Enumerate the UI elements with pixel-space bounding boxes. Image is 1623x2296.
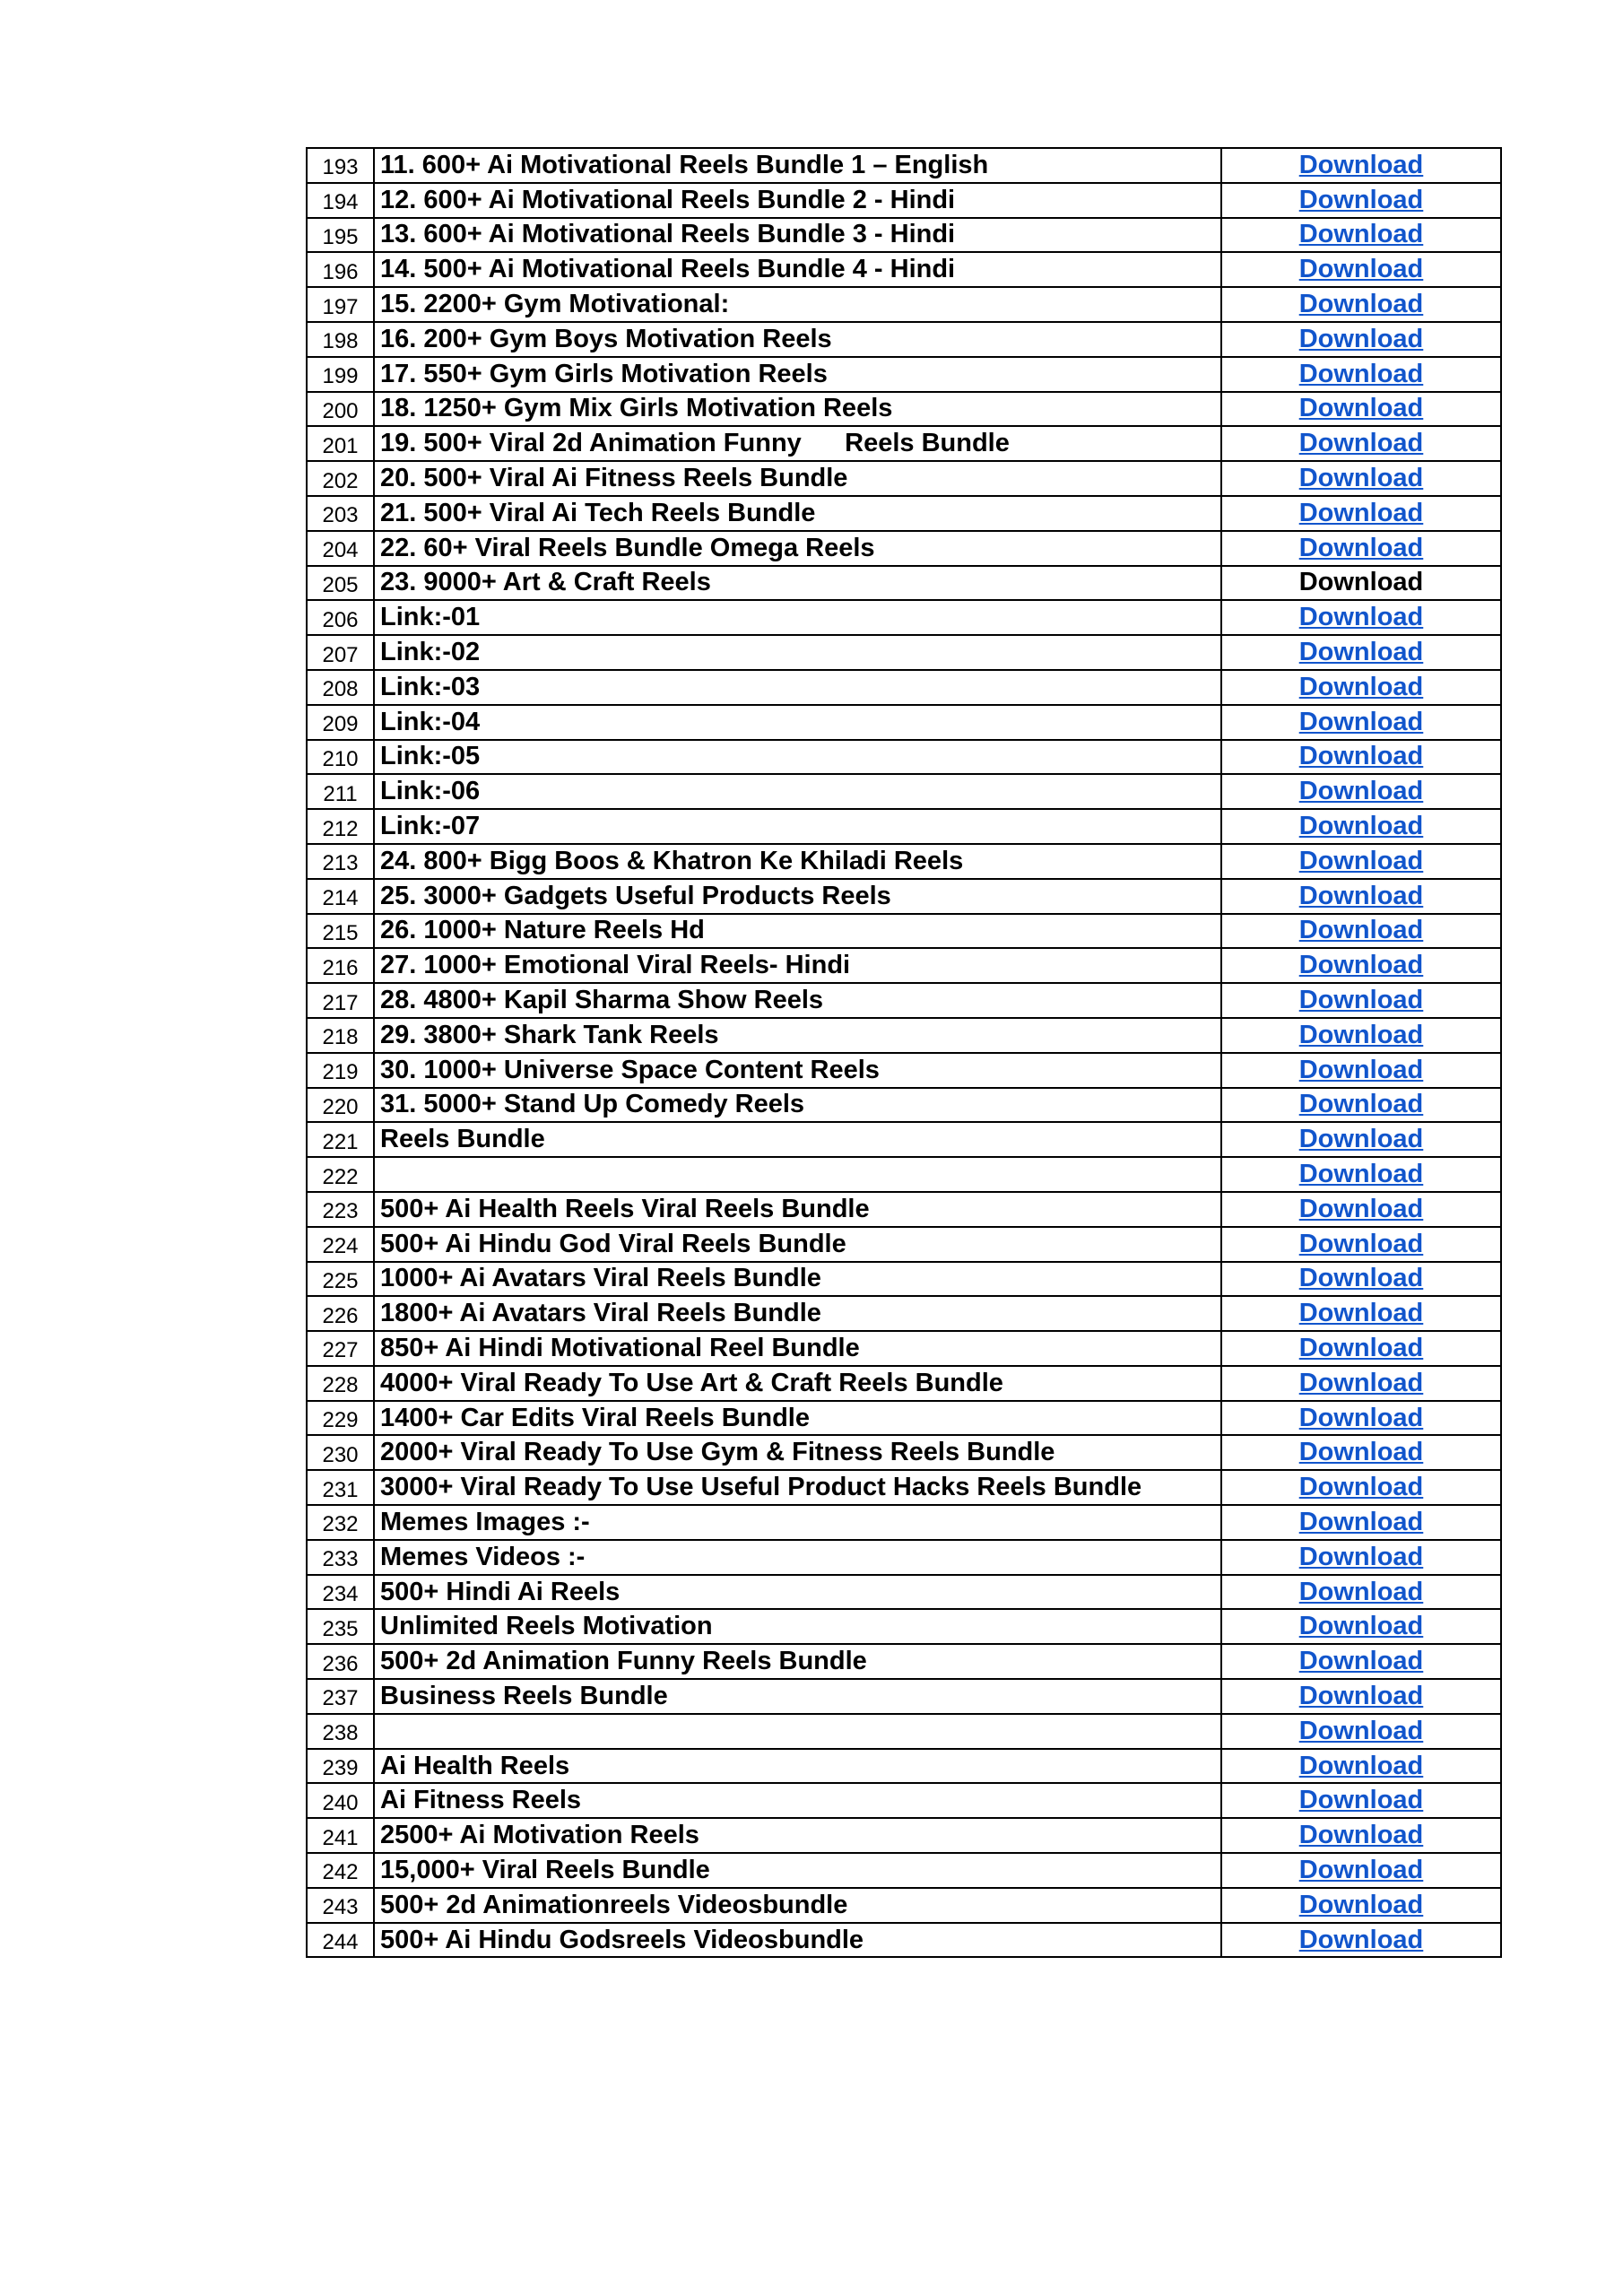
row-number: 226 xyxy=(307,1296,374,1331)
table-row xyxy=(307,879,1501,914)
table-row xyxy=(307,287,1501,322)
row-number: 228 xyxy=(307,1366,374,1401)
item-title: 22. 60+ Viral Reels Bundle Omega Reels xyxy=(374,531,1221,566)
download-link[interactable]: Download xyxy=(1298,150,1424,179)
download-cell xyxy=(1221,1644,1501,1679)
download-cell xyxy=(1221,1470,1501,1505)
download-cell xyxy=(1221,1888,1501,1923)
table-row xyxy=(307,218,1501,253)
download-link[interactable]: Download xyxy=(1298,394,1424,423)
table-row xyxy=(307,809,1501,844)
download-cell xyxy=(1221,948,1501,983)
download-link[interactable]: Download xyxy=(1298,185,1424,214)
row-number: 204 xyxy=(307,531,374,566)
download-cell xyxy=(1221,1853,1501,1888)
download-cell xyxy=(1221,1157,1501,1192)
table-row xyxy=(307,1157,1501,1192)
table-row xyxy=(307,1888,1501,1923)
download-cell xyxy=(1221,1818,1501,1853)
row-number: 242 xyxy=(307,1853,374,1888)
table-row xyxy=(307,531,1501,566)
download-link[interactable]: Download xyxy=(1298,1299,1424,1328)
item-title: Link:-03 xyxy=(374,670,1221,705)
row-number: 196 xyxy=(307,252,374,287)
item-title xyxy=(374,1157,1221,1192)
download-link[interactable]: Download xyxy=(1298,1925,1424,1954)
table-row xyxy=(307,183,1501,218)
download-link[interactable]: Download xyxy=(1298,812,1424,841)
item-title: Ai Fitness Reels xyxy=(374,1783,1221,1818)
table-row xyxy=(307,426,1501,461)
row-number: 208 xyxy=(307,670,374,705)
download-cell xyxy=(1221,844,1501,879)
item-title: 26. 1000+ Nature Reels Hd xyxy=(374,914,1221,949)
download-link[interactable]: Download xyxy=(1298,707,1424,736)
download-cell xyxy=(1221,740,1501,775)
item-title: Link:-07 xyxy=(374,809,1221,844)
table-row xyxy=(307,392,1501,427)
download-link[interactable]: Download xyxy=(1298,1090,1424,1119)
download-link[interactable]: Download xyxy=(1298,1751,1424,1780)
item-title: Memes Images :- xyxy=(374,1505,1221,1540)
table-row xyxy=(307,600,1501,635)
table-row xyxy=(307,1575,1501,1610)
download-link[interactable]: Download xyxy=(1298,916,1424,945)
table-body xyxy=(307,148,1501,1957)
row-number: 200 xyxy=(307,392,374,427)
download-cell xyxy=(1221,1783,1501,1818)
item-title: 4000+ Viral Ready To Use Art & Craft Reels Bundle xyxy=(374,1366,1221,1401)
download-cell xyxy=(1221,1192,1501,1227)
download-link[interactable]: Download xyxy=(1298,429,1424,458)
row-number: 236 xyxy=(307,1644,374,1679)
download-link[interactable]: Download xyxy=(1298,464,1424,493)
table-row xyxy=(307,670,1501,705)
table-row xyxy=(307,983,1501,1018)
download-link[interactable]: Download xyxy=(1298,638,1424,667)
download-link[interactable]: Download xyxy=(1298,324,1424,353)
table-row xyxy=(307,357,1501,392)
download-link[interactable]: Download xyxy=(1298,742,1424,771)
table-row xyxy=(307,1749,1501,1784)
download-link[interactable]: Download xyxy=(1298,1890,1424,1919)
item-title: 500+ Ai Health Reels Viral Reels Bundle xyxy=(374,1192,1221,1227)
download-link[interactable]: Download xyxy=(1298,498,1424,527)
download-cell xyxy=(1221,879,1501,914)
row-number: 222 xyxy=(307,1157,374,1192)
row-number: 203 xyxy=(307,496,374,531)
download-cell xyxy=(1221,426,1501,461)
item-title: 31. 5000+ Stand Up Comedy Reels xyxy=(374,1088,1221,1123)
download-link[interactable]: Download xyxy=(1298,1647,1424,1676)
table-row xyxy=(307,948,1501,983)
item-title: 23. 9000+ Art & Craft Reels xyxy=(374,566,1221,601)
download-cell xyxy=(1221,357,1501,392)
row-number: 229 xyxy=(307,1401,374,1436)
item-title: 11. 600+ Ai Motivational Reels Bundle 1 – English xyxy=(374,148,1221,183)
table-row xyxy=(307,461,1501,496)
download-cell xyxy=(1221,322,1501,357)
table-row xyxy=(307,1296,1501,1331)
table-row xyxy=(307,1505,1501,1540)
download-link[interactable]: Download xyxy=(1298,951,1424,980)
download-link[interactable]: Download xyxy=(1298,255,1424,284)
item-title xyxy=(374,1714,1221,1749)
item-title: 12. 600+ Ai Motivational Reels Bundle 2 - Hindi xyxy=(374,183,1221,218)
row-number: 210 xyxy=(307,740,374,775)
table-row xyxy=(307,1192,1501,1227)
download-link[interactable]: Download xyxy=(1298,533,1424,562)
download-cell xyxy=(1221,1923,1501,1958)
item-title: 29. 3800+ Shark Tank Reels xyxy=(374,1018,1221,1053)
row-number: 205 xyxy=(307,566,374,601)
item-title: Link:-06 xyxy=(374,774,1221,809)
row-number: 194 xyxy=(307,183,374,218)
download-link[interactable]: Download xyxy=(1298,777,1424,806)
row-number: 207 xyxy=(307,635,374,670)
item-title: Link:-05 xyxy=(374,740,1221,775)
row-number: 224 xyxy=(307,1227,374,1262)
table-row xyxy=(307,1783,1501,1818)
download-link[interactable]: Download xyxy=(1298,1473,1424,1502)
item-title: 17. 550+ Gym Girls Motivation Reels xyxy=(374,357,1221,392)
download-cell xyxy=(1221,670,1501,705)
row-number: 213 xyxy=(307,844,374,879)
table-row xyxy=(307,1679,1501,1714)
item-title: 500+ Ai Hindu God Viral Reels Bundle xyxy=(374,1227,1221,1262)
download-cell xyxy=(1221,1435,1501,1470)
row-number: 214 xyxy=(307,879,374,914)
download-link[interactable]: Download xyxy=(1298,1194,1424,1223)
download-cell xyxy=(1221,635,1501,670)
row-number: 195 xyxy=(307,218,374,253)
download-link[interactable]: Download xyxy=(1298,1264,1424,1293)
download-link[interactable]: Download xyxy=(1298,1055,1424,1084)
download-link[interactable]: Download xyxy=(1298,1786,1424,1815)
row-number: 235 xyxy=(307,1609,374,1644)
table-row xyxy=(307,774,1501,809)
table-row xyxy=(307,1227,1501,1262)
table-row xyxy=(307,148,1501,183)
download-link[interactable]: Download xyxy=(1298,881,1424,910)
row-number: 215 xyxy=(307,914,374,949)
row-number: 234 xyxy=(307,1575,374,1610)
row-number: 238 xyxy=(307,1714,374,1749)
download-link[interactable]: Download xyxy=(1298,220,1424,249)
download-cell xyxy=(1221,1609,1501,1644)
table-row xyxy=(307,1644,1501,1679)
item-title: 500+ Hindi Ai Reels xyxy=(374,1575,1221,1610)
download-link[interactable]: Download xyxy=(1298,1681,1424,1710)
item-title: 15,000+ Viral Reels Bundle xyxy=(374,1853,1221,1888)
item-title: 14. 500+ Ai Motivational Reels Bundle 4 - Hindi xyxy=(374,252,1221,287)
row-number: 244 xyxy=(307,1923,374,1958)
download-link[interactable]: Download xyxy=(1298,846,1424,875)
item-title: 3000+ Viral Ready To Use Useful Product Hacks Reels Bundle xyxy=(374,1470,1221,1505)
download-cell xyxy=(1221,705,1501,740)
download-cell xyxy=(1221,983,1501,1018)
row-number: 227 xyxy=(307,1331,374,1366)
item-title: 500+ 2d Animation Funny Reels Bundle xyxy=(374,1644,1221,1679)
download-link[interactable]: Download xyxy=(1298,1125,1424,1154)
table-row xyxy=(307,1401,1501,1436)
download-cell xyxy=(1221,1679,1501,1714)
row-number: 219 xyxy=(307,1053,374,1088)
item-title: 30. 1000+ Universe Space Content Reels xyxy=(374,1053,1221,1088)
download-link[interactable]: Download xyxy=(1298,1368,1424,1397)
download-cell xyxy=(1221,774,1501,809)
table-row xyxy=(307,496,1501,531)
download-cell xyxy=(1221,1053,1501,1088)
table-row xyxy=(307,635,1501,670)
row-number: 243 xyxy=(307,1888,374,1923)
item-title: Link:-01 xyxy=(374,600,1221,635)
download-link[interactable]: Download xyxy=(1298,672,1424,701)
item-title: 500+ 2d Animationreels Videosbundle xyxy=(374,1888,1221,1923)
table-row xyxy=(307,1088,1501,1123)
download-cell xyxy=(1221,1331,1501,1366)
row-number: 241 xyxy=(307,1818,374,1853)
download-cell xyxy=(1221,183,1501,218)
download-link[interactable]: Download xyxy=(1298,1577,1424,1606)
item-title: 27. 1000+ Emotional Viral Reels- Hindi xyxy=(374,948,1221,983)
download-cell xyxy=(1221,392,1501,427)
table-row xyxy=(307,1435,1501,1470)
table-row xyxy=(307,740,1501,775)
item-title: 13. 600+ Ai Motivational Reels Bundle 3 - Hindi xyxy=(374,218,1221,253)
download-text: Download xyxy=(1298,568,1424,597)
item-title: 850+ Ai Hindi Motivational Reel Bundle xyxy=(374,1331,1221,1366)
item-title: 21. 500+ Viral Ai Tech Reels Bundle xyxy=(374,496,1221,531)
download-cell xyxy=(1221,148,1501,183)
download-cell xyxy=(1221,1262,1501,1297)
item-title: Business Reels Bundle xyxy=(374,1679,1221,1714)
row-number: 201 xyxy=(307,426,374,461)
download-cell xyxy=(1221,1401,1501,1436)
row-number: 223 xyxy=(307,1192,374,1227)
download-cell xyxy=(1221,600,1501,635)
item-title: Reels Bundle xyxy=(374,1122,1221,1157)
download-link[interactable]: Download xyxy=(1298,1716,1424,1745)
download-cell xyxy=(1221,809,1501,844)
row-number: 198 xyxy=(307,322,374,357)
table-row xyxy=(307,1853,1501,1888)
table-row xyxy=(307,844,1501,879)
download-cell xyxy=(1221,1088,1501,1123)
table-row xyxy=(307,1923,1501,1958)
item-title: 15. 2200+ Gym Motivational: xyxy=(374,287,1221,322)
table-row xyxy=(307,1470,1501,1505)
table-row xyxy=(307,705,1501,740)
row-number: 237 xyxy=(307,1679,374,1714)
item-title: 20. 500+ Viral Ai Fitness Reels Bundle xyxy=(374,461,1221,496)
row-number: 197 xyxy=(307,287,374,322)
row-number: 216 xyxy=(307,948,374,983)
item-title: 24. 800+ Bigg Boos & Khatron Ke Khiladi Reels xyxy=(374,844,1221,879)
download-cell xyxy=(1221,1540,1501,1575)
download-link[interactable]: Download xyxy=(1298,1612,1424,1641)
table-row xyxy=(307,1818,1501,1853)
item-title: 1400+ Car Edits Viral Reels Bundle xyxy=(374,1401,1221,1436)
row-number: 211 xyxy=(307,774,374,809)
download-cell xyxy=(1221,1505,1501,1540)
download-link[interactable]: Download xyxy=(1298,290,1424,319)
table-row xyxy=(307,1540,1501,1575)
download-cell xyxy=(1221,1018,1501,1053)
item-title: Ai Health Reels xyxy=(374,1749,1221,1784)
row-number: 240 xyxy=(307,1783,374,1818)
download-link[interactable]: Download xyxy=(1298,359,1424,388)
table-row xyxy=(307,1714,1501,1749)
item-title: 2000+ Viral Ready To Use Gym & Fitness Reels Bundle xyxy=(374,1435,1221,1470)
row-number: 225 xyxy=(307,1262,374,1297)
download-cell xyxy=(1221,287,1501,322)
table-row xyxy=(307,1366,1501,1401)
download-cell xyxy=(1221,1714,1501,1749)
item-title: 19. 500+ Viral 2d Animation Funny Reels Bundle xyxy=(374,426,1221,461)
row-number: 232 xyxy=(307,1505,374,1540)
row-number: 231 xyxy=(307,1470,374,1505)
table-row xyxy=(307,914,1501,949)
item-title: 25. 3000+ Gadgets Useful Products Reels xyxy=(374,879,1221,914)
download-link[interactable]: Download xyxy=(1298,1333,1424,1362)
table-row xyxy=(307,1331,1501,1366)
download-cell xyxy=(1221,1575,1501,1610)
download-link[interactable]: Download xyxy=(1298,1160,1424,1188)
row-number: 239 xyxy=(307,1749,374,1784)
item-title: 28. 4800+ Kapil Sharma Show Reels xyxy=(374,983,1221,1018)
reels-download-table xyxy=(306,147,1502,1958)
download-cell xyxy=(1221,252,1501,287)
download-cell xyxy=(1221,1366,1501,1401)
download-cell xyxy=(1221,1296,1501,1331)
table-row xyxy=(307,566,1501,601)
item-title: Memes Videos :- xyxy=(374,1540,1221,1575)
download-cell xyxy=(1221,566,1501,601)
download-cell xyxy=(1221,461,1501,496)
item-title: 18. 1250+ Gym Mix Girls Motivation Reels xyxy=(374,392,1221,427)
download-cell xyxy=(1221,496,1501,531)
table-row xyxy=(307,1053,1501,1088)
row-number: 209 xyxy=(307,705,374,740)
item-title: 1800+ Ai Avatars Viral Reels Bundle xyxy=(374,1296,1221,1331)
download-link[interactable]: Download xyxy=(1298,1855,1424,1884)
row-number: 221 xyxy=(307,1122,374,1157)
download-cell xyxy=(1221,914,1501,949)
item-title: 2500+ Ai Motivation Reels xyxy=(374,1818,1221,1853)
download-link[interactable]: Download xyxy=(1298,1438,1424,1467)
download-link[interactable]: Download xyxy=(1298,1229,1424,1258)
download-cell xyxy=(1221,218,1501,253)
table-row xyxy=(307,252,1501,287)
download-link[interactable]: Download xyxy=(1298,1542,1424,1571)
item-title: Unlimited Reels Motivation xyxy=(374,1609,1221,1644)
download-cell xyxy=(1221,1227,1501,1262)
download-cell xyxy=(1221,531,1501,566)
table-row xyxy=(307,1609,1501,1644)
row-number: 193 xyxy=(307,148,374,183)
item-title: Link:-02 xyxy=(374,635,1221,670)
item-title: 500+ Ai Hindu Godsreels Videosbundle xyxy=(374,1923,1221,1958)
download-cell xyxy=(1221,1122,1501,1157)
table-row xyxy=(307,1122,1501,1157)
table-row xyxy=(307,322,1501,357)
row-number: 230 xyxy=(307,1435,374,1470)
row-number: 212 xyxy=(307,809,374,844)
table-row xyxy=(307,1262,1501,1297)
row-number: 218 xyxy=(307,1018,374,1053)
download-link[interactable]: Download xyxy=(1298,1020,1424,1049)
table-row xyxy=(307,1018,1501,1053)
download-cell xyxy=(1221,1749,1501,1784)
download-link[interactable]: Download xyxy=(1298,1821,1424,1850)
item-title: 1000+ Ai Avatars Viral Reels Bundle xyxy=(374,1262,1221,1297)
download-link[interactable]: Download xyxy=(1298,986,1424,1015)
download-link[interactable]: Download xyxy=(1298,1507,1424,1536)
row-number: 220 xyxy=(307,1088,374,1123)
row-number: 233 xyxy=(307,1540,374,1575)
item-title: 16. 200+ Gym Boys Motivation Reels xyxy=(374,322,1221,357)
row-number: 217 xyxy=(307,983,374,1018)
item-title: Link:-04 xyxy=(374,705,1221,740)
download-link[interactable]: Download xyxy=(1298,1403,1424,1432)
download-link[interactable]: Download xyxy=(1298,603,1424,632)
row-number: 202 xyxy=(307,461,374,496)
row-number: 206 xyxy=(307,600,374,635)
row-number: 199 xyxy=(307,357,374,392)
